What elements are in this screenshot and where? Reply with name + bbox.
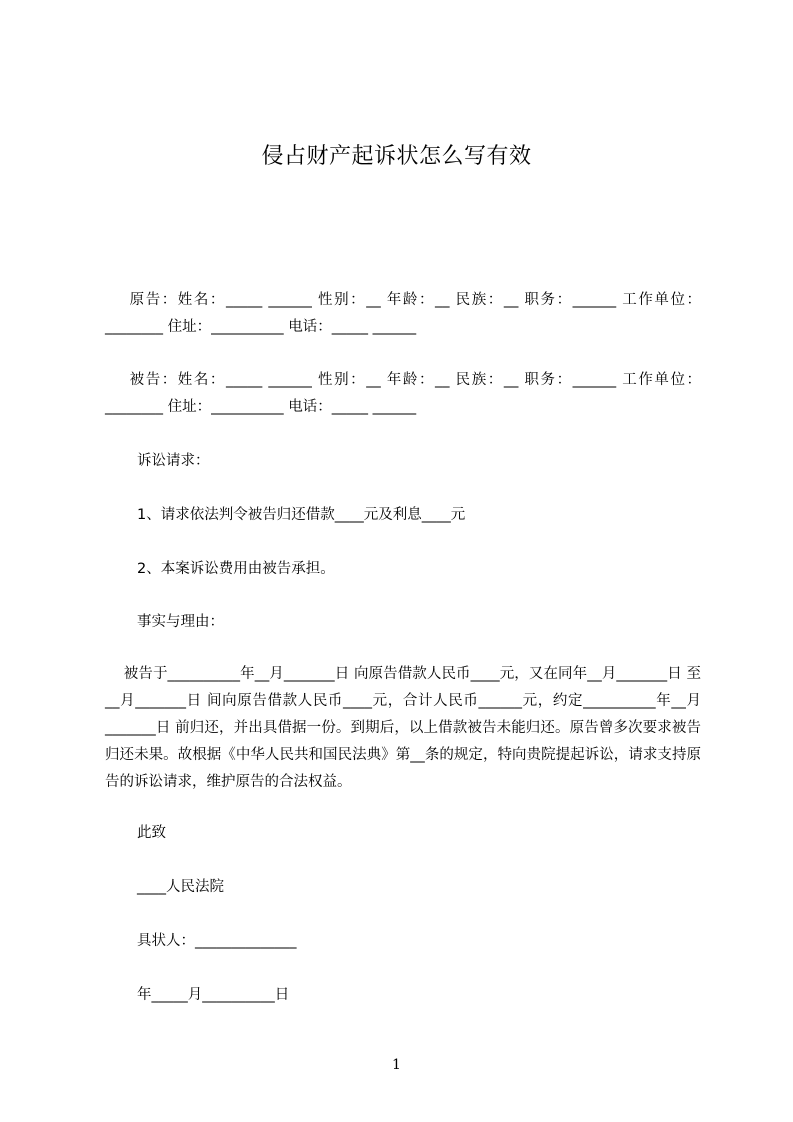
defendant-paragraph: 被告：姓名：_____ ______ 性别：__ 年龄：__ 民族：__ 职务：______ 工作单位：________ 住址：__________ 电话：_____ ______ bbox=[105, 372, 702, 415]
facts-section bbox=[105, 661, 701, 796]
signer-line: 具状人：______________ bbox=[137, 933, 297, 949]
plaintiff-info bbox=[105, 287, 701, 341]
plaintiff-paragraph: 原告：姓名：_____ ______ 性别：__ 年龄：__ 民族：__ 职务：______ 工作单位：________ 住址：__________ 电话：_____ ______ bbox=[105, 292, 702, 335]
court-name: ____人民法院 bbox=[137, 879, 224, 895]
document-title: 侵占财产起诉状怎么写有效 bbox=[261, 144, 532, 169]
defendant-info bbox=[105, 367, 701, 421]
page-number: 1 bbox=[392, 1057, 401, 1073]
claim-item-1: 1、请求依法判令被告归还借款____元及利息____元 bbox=[137, 507, 466, 523]
claim-item-2: 2、本案诉讼费用由被告承担。 bbox=[137, 561, 335, 577]
facts-paragraph: 被告于__________年__月_______日 向原告借款人民币____元，又在同年__月_______日 至__月_______日 间向原告借款人民币____元，合计人民币______元，约定__________年__月_______日 前归还，并出具借据一份。到期后，以上借款被告未能归还。原告曾多次要求被告归还未果。故根据《中华人民共和国民法典》第__条的规定，特向贵院提起诉讼，请求支持原告的诉讼请求，维护原告的合法权益。 bbox=[105, 666, 702, 790]
facts-heading: 事实与理由： bbox=[137, 614, 224, 630]
claims-heading: 诉讼请求： bbox=[137, 453, 210, 469]
date-line: 年_____月__________日 bbox=[137, 987, 290, 1003]
closing-salutation: 此致 bbox=[137, 825, 166, 841]
